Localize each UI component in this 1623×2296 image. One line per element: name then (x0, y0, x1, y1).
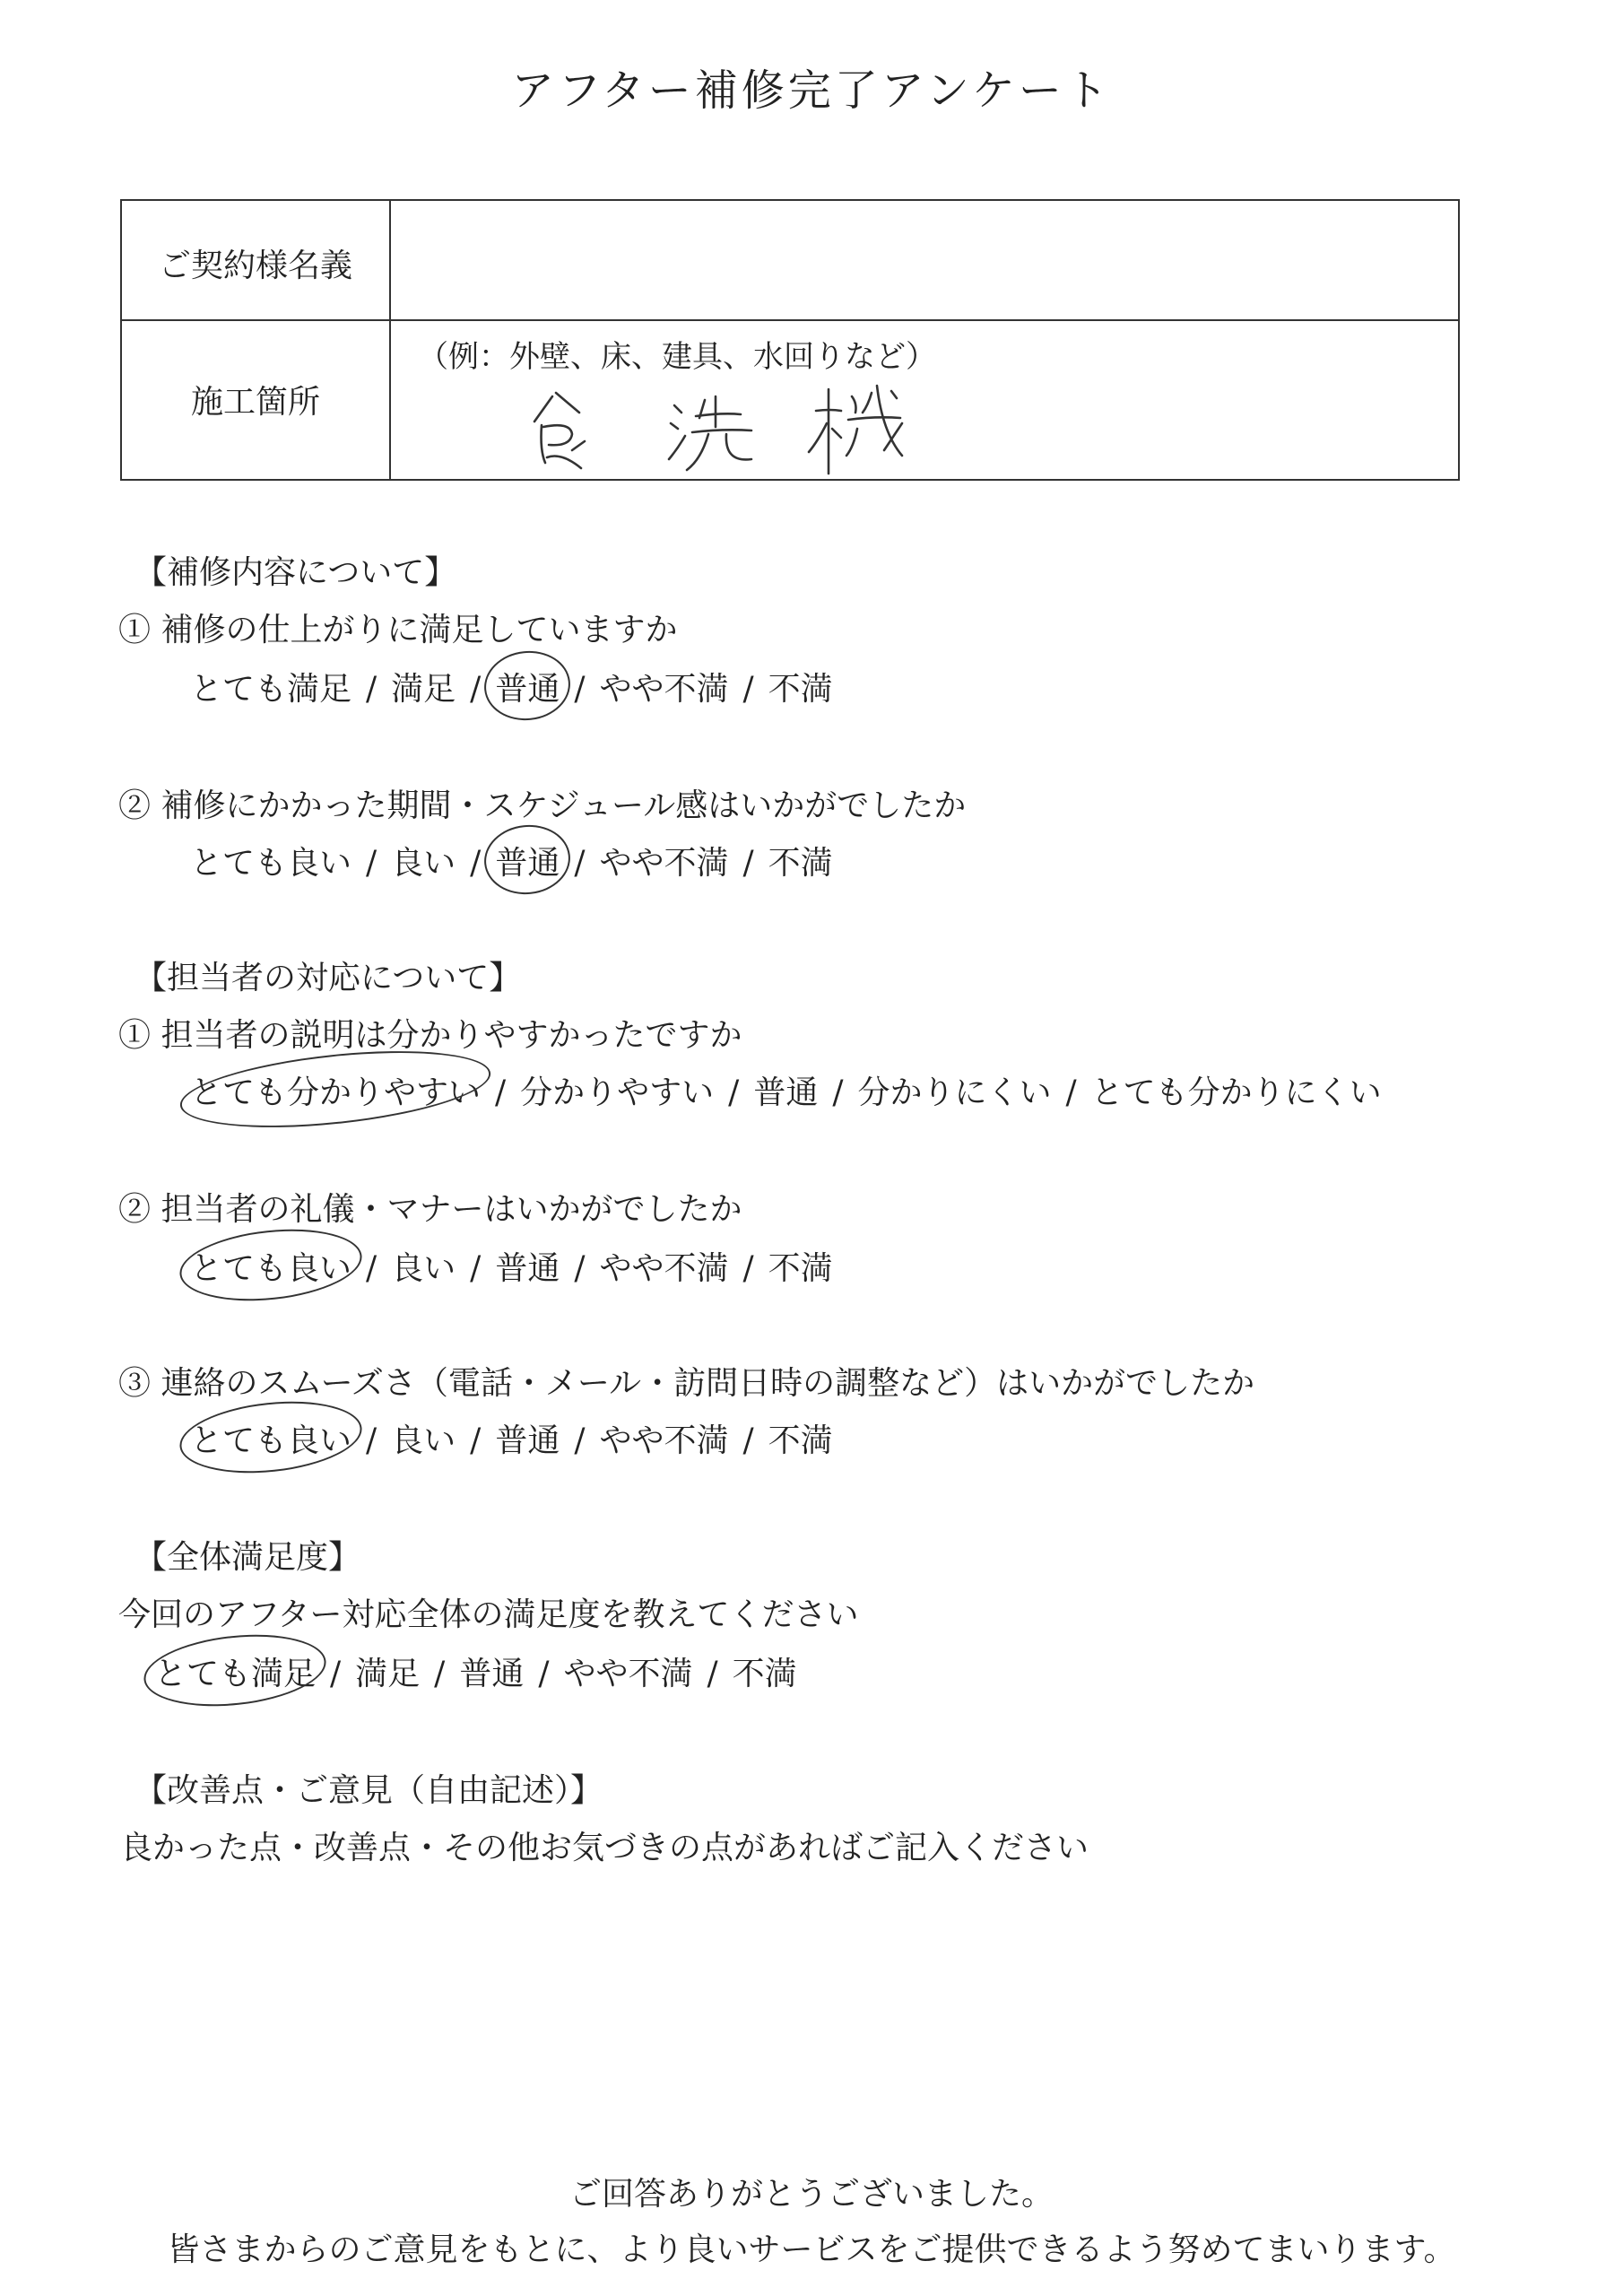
option-good[interactable]: 良い (391, 845, 456, 882)
location-label: 施工箇所 (190, 384, 320, 421)
option-very-good-selected[interactable]: とても良い (190, 1415, 352, 1461)
contract-name-label: ご契約様名義 (158, 248, 352, 284)
option-normal-selected[interactable]: 普通 (495, 664, 560, 709)
section-overall-heading: 【全体満足度】 (135, 1539, 361, 1576)
option-dissatisfied[interactable]: 不満 (768, 1422, 833, 1459)
option-dissatisfied[interactable]: 不満 (768, 1250, 833, 1287)
option-somewhat-dissatisfied[interactable]: やや不満 (599, 1250, 729, 1287)
option-very-satisfied-selected[interactable]: とても満足 (154, 1648, 316, 1694)
option-dissatisfied[interactable]: 不満 (768, 671, 833, 708)
table-divider-horizontal (122, 319, 1458, 321)
feedback-answer-area[interactable] (120, 1883, 1460, 2135)
option-very-unclear[interactable]: とても分かりにくい (1090, 1074, 1382, 1111)
options-staff-manners: とても良い / 良い / 普通 / やや不満 / 不満 (190, 1243, 833, 1289)
option-very-good-selected[interactable]: とても良い (190, 1243, 352, 1289)
contract-info-table (120, 199, 1460, 481)
option-normal[interactable]: 普通 (459, 1656, 525, 1692)
option-dissatisfied[interactable]: 不満 (732, 1656, 797, 1692)
option-normal[interactable]: 普通 (495, 1250, 560, 1287)
section-feedback-heading: 【改善点・ご意見（自由記述）】 (135, 1772, 603, 1809)
options-overall-satisfaction: とても満足 / 満足 / 普通 / やや不満 / 不満 (154, 1648, 797, 1694)
option-somewhat-dissatisfied[interactable]: やや不満 (563, 1656, 693, 1692)
option-good[interactable]: 良い (391, 1422, 456, 1459)
option-normal[interactable]: 普通 (753, 1074, 819, 1111)
table-divider-vertical (389, 201, 391, 479)
option-somewhat-dissatisfied[interactable]: やや不満 (599, 845, 729, 882)
option-unclear[interactable]: 分かりにくい (857, 1074, 1052, 1111)
question-staff-explanation: ① 担当者の説明は分かりやすかったですか (118, 1017, 742, 1054)
option-dissatisfied[interactable]: 不満 (768, 845, 833, 882)
location-handwritten-value[interactable] (516, 370, 1019, 477)
options-repair-finish: とても満足 / 満足 / 普通 / やや不満 / 不満 (190, 664, 833, 709)
question-overall-satisfaction: 今回のアフター対応全体の満足度を教えてください (118, 1596, 859, 1633)
footer-message: 皆さまからのご意見をもとに、より良いサービスをご提供できるよう努めてまいります。 (167, 2231, 1456, 2268)
option-somewhat-dissatisfied[interactable]: やや不満 (599, 671, 729, 708)
location-example: （例：外壁、床、建具、水回りなど） (418, 339, 936, 375)
option-somewhat-dissatisfied[interactable]: やや不満 (599, 1422, 729, 1459)
option-very-satisfied[interactable]: とても満足 (190, 671, 352, 708)
section-repair-heading: 【補修内容について】 (135, 554, 457, 591)
option-good[interactable]: 良い (391, 1250, 456, 1287)
question-staff-manners: ② 担当者の礼儀・マナーはいかがでしたか (118, 1191, 742, 1228)
section-staff-heading: 【担当者の対応について】 (135, 960, 522, 996)
options-repair-schedule: とても良い / 良い / 普通 / やや不満 / 不満 (190, 838, 833, 883)
footer-thanks: ご回答ありがとうございました。 (568, 2176, 1054, 2213)
option-satisfied[interactable]: 満足 (355, 1656, 421, 1692)
option-normal-selected[interactable]: 普通 (495, 838, 560, 883)
page-title: アフター補修完了アンケート (511, 65, 1112, 116)
question-repair-schedule: ② 補修にかかった期間・スケジュール感はいかがでしたか (118, 787, 967, 824)
options-contact-smoothness: とても良い / 良い / 普通 / やや不満 / 不満 (190, 1415, 833, 1461)
question-contact-smoothness: ③ 連絡のスムーズさ（電話・メール・訪問日時の調整など）はいかがでしたか (118, 1365, 1255, 1402)
option-clear[interactable]: 分かりやすい (520, 1074, 715, 1111)
question-repair-finish: ① 補修の仕上がりに満足していますか (118, 612, 678, 648)
option-very-good[interactable]: とても良い (190, 845, 352, 882)
option-satisfied[interactable]: 満足 (391, 671, 456, 708)
feedback-prompt: 良かった点・改善点・その他お気づきの点があればご記入ください (120, 1830, 1089, 1866)
options-staff-explanation: とても分かりやすい / 分かりやすい / 普通 / 分かりにくい / とても分かりにくい (190, 1067, 1382, 1113)
option-normal[interactable]: 普通 (495, 1422, 560, 1459)
handwriting-shokusenki (516, 370, 1019, 477)
option-very-clear-selected[interactable]: とても分かりやすい (190, 1067, 481, 1113)
